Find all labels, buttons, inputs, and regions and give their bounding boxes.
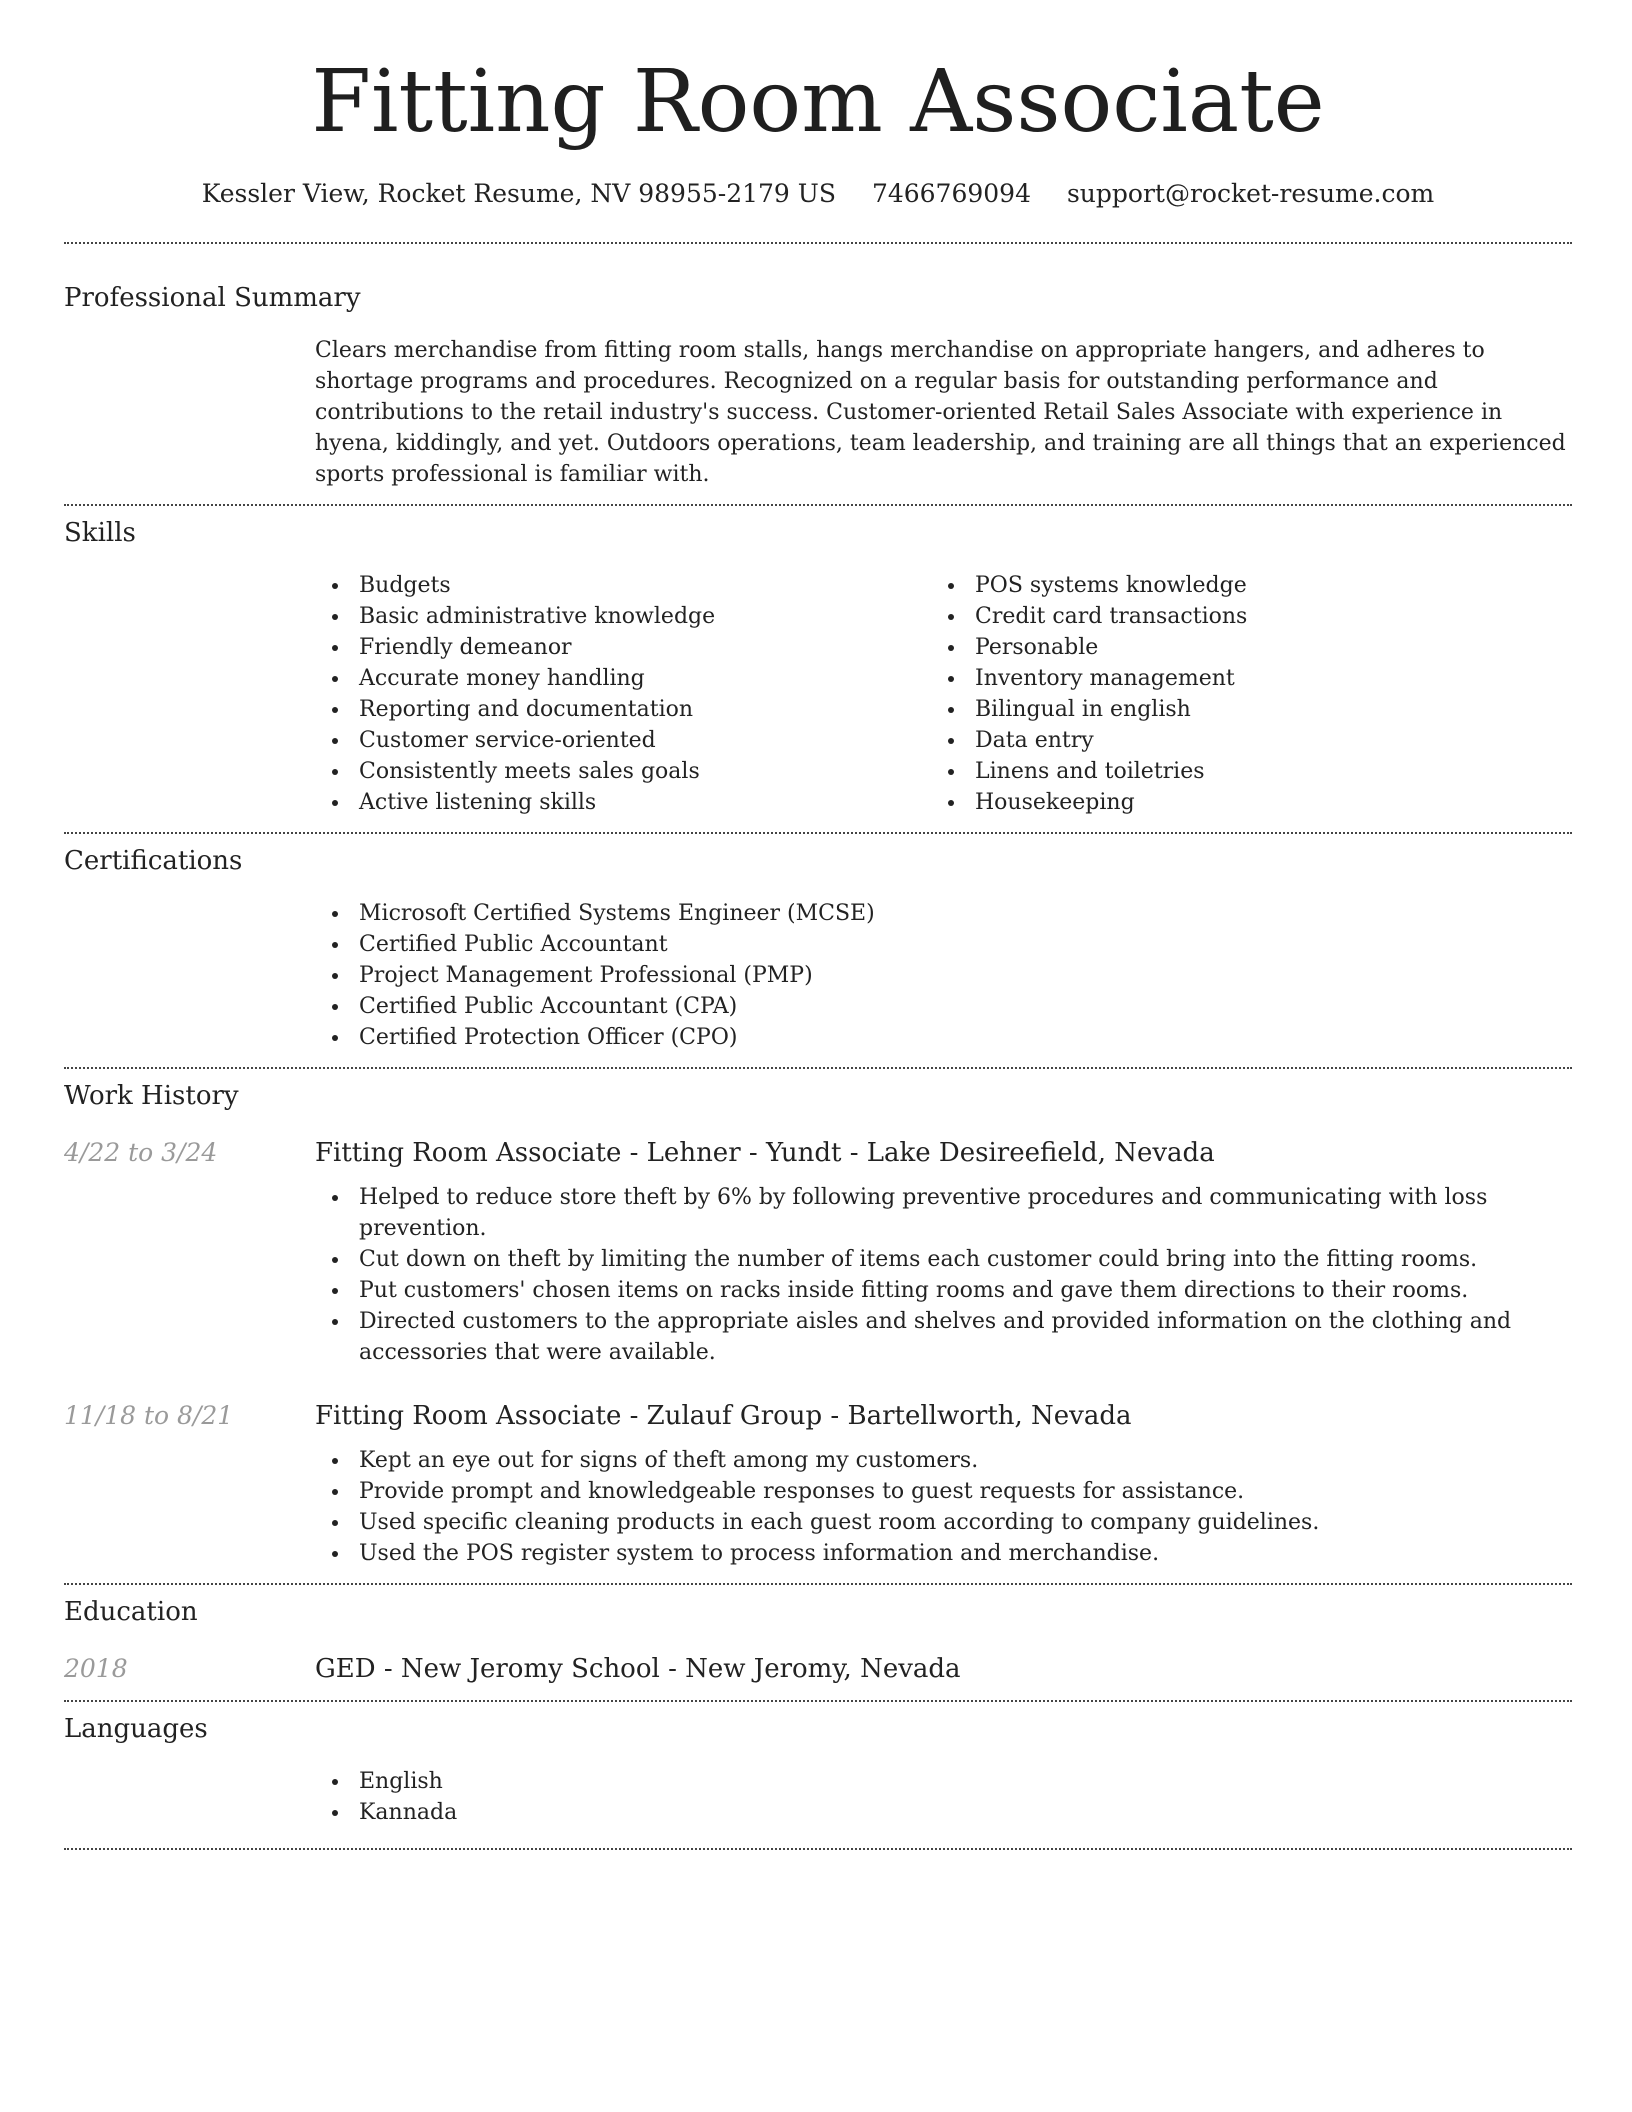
list-item: Directed customers to the appropriate aisles and shelves and provided information on the clothing and accessories that were available. xyxy=(315,1306,1572,1368)
job-heading: Fitting Room Associate - Zulauf Group - Bartellworth, Nevada xyxy=(315,1401,1132,1431)
list-item: Active listening skills xyxy=(315,787,931,818)
list-item: Helped to reduce store theft by 6% by following preventive procedures and communicating with loss prevention. xyxy=(315,1182,1572,1244)
contact-address: Kessler View, Rocket Resume, NV 98955-2179 US xyxy=(201,179,836,208)
list-item: Inventory management xyxy=(931,663,1547,694)
list-item: English xyxy=(315,1766,1572,1797)
languages-section xyxy=(64,1702,1572,1828)
job-dates: 4/22 to 3/24 xyxy=(64,1138,218,1167)
list-item: Bilingual in english xyxy=(931,694,1547,725)
section-title-education: Education xyxy=(64,1597,198,1627)
divider xyxy=(64,1848,1572,1850)
job-heading: Fitting Room Associate - Lehner - Yundt - Lake Desireefield, Nevada xyxy=(315,1138,1215,1168)
contact-line xyxy=(64,178,1572,210)
education-section xyxy=(64,1585,1572,1686)
section-title-skills: Skills xyxy=(64,518,136,548)
contact-email: support@rocket-resume.com xyxy=(1066,179,1435,208)
list-item: Basic administrative knowledge xyxy=(315,601,931,632)
job-entry xyxy=(64,1399,1572,1569)
section-title-certifications: Certifications xyxy=(64,846,243,876)
job-bullets xyxy=(315,1445,1572,1569)
resume-page xyxy=(64,0,1572,1850)
section-title-work: Work History xyxy=(64,1081,239,1111)
certifications-section xyxy=(64,834,1572,1053)
section-title-languages: Languages xyxy=(64,1714,208,1744)
list-item: Microsoft Certified Systems Engineer (MCSE) xyxy=(315,898,1572,929)
list-item: Provide prompt and knowledgeable responses to guest requests for assistance. xyxy=(315,1476,1572,1507)
list-item: Cut down on theft by limiting the number of items each customer could bring into the fitting rooms. xyxy=(315,1244,1572,1275)
list-item: Linens and toiletries xyxy=(931,756,1547,787)
skills-list-left xyxy=(315,570,931,818)
list-item: Used the POS register system to process information and merchandise. xyxy=(315,1538,1572,1569)
list-item: Credit card transactions xyxy=(931,601,1547,632)
certifications-list xyxy=(315,898,1572,1053)
skills-columns xyxy=(315,570,1572,818)
skills-section xyxy=(64,506,1572,818)
skills-list-right xyxy=(931,570,1547,818)
list-item: Kept an eye out for signs of theft among my customers. xyxy=(315,1445,1572,1476)
work-section xyxy=(64,1069,1572,1569)
summary-text: Clears merchandise from fitting room stalls, hangs merchandise on appropriate hangers, and adheres to shortage programs and procedures. Recognized on a regular basis for outstanding performance and contributions to the retail industry's success. Customer-oriented Retail Sales Associate with experience in hyena, kiddingly, and yet. Outdoors operations, team leadership, and training are all things that an experienced sports professional is familiar with. xyxy=(315,338,1566,487)
list-item: Personable xyxy=(931,632,1547,663)
list-item: Housekeeping xyxy=(931,787,1547,818)
summary-section xyxy=(64,244,1572,490)
list-item: Put customers' chosen items on racks inside fitting rooms and gave them directions to their rooms. xyxy=(315,1275,1572,1306)
list-item: Consistently meets sales goals xyxy=(315,756,931,787)
list-item: Customer service-oriented xyxy=(315,725,931,756)
contact-phone: 7466769094 xyxy=(871,179,1031,208)
list-item: Data entry xyxy=(931,725,1547,756)
list-item: Used specific cleaning products in each guest room according to company guidelines. xyxy=(315,1507,1572,1538)
list-item: Budgets xyxy=(315,570,931,601)
list-item: Certified Protection Officer (CPO) xyxy=(315,1022,1572,1053)
job-entry xyxy=(64,1136,1572,1368)
list-item: Accurate money handling xyxy=(315,663,931,694)
list-item: Certified Public Accountant (CPA) xyxy=(315,991,1572,1022)
list-item: Kannada xyxy=(315,1797,1572,1828)
education-heading: GED - New Jeromy School - New Jeromy, Nevada xyxy=(315,1654,961,1684)
languages-list xyxy=(315,1766,1572,1828)
resume-name: Fitting Room Associate xyxy=(311,52,1325,152)
list-item: Reporting and documentation xyxy=(315,694,931,725)
education-year: 2018 xyxy=(64,1654,128,1683)
section-title-summary: Professional Summary xyxy=(64,283,361,313)
list-item: Project Management Professional (PMP) xyxy=(315,960,1572,991)
list-item: Friendly demeanor xyxy=(315,632,931,663)
list-item: Certified Public Accountant xyxy=(315,929,1572,960)
list-item: POS systems knowledge xyxy=(931,570,1547,601)
job-bullets xyxy=(315,1182,1572,1368)
job-dates: 11/18 to 8/21 xyxy=(64,1401,234,1430)
